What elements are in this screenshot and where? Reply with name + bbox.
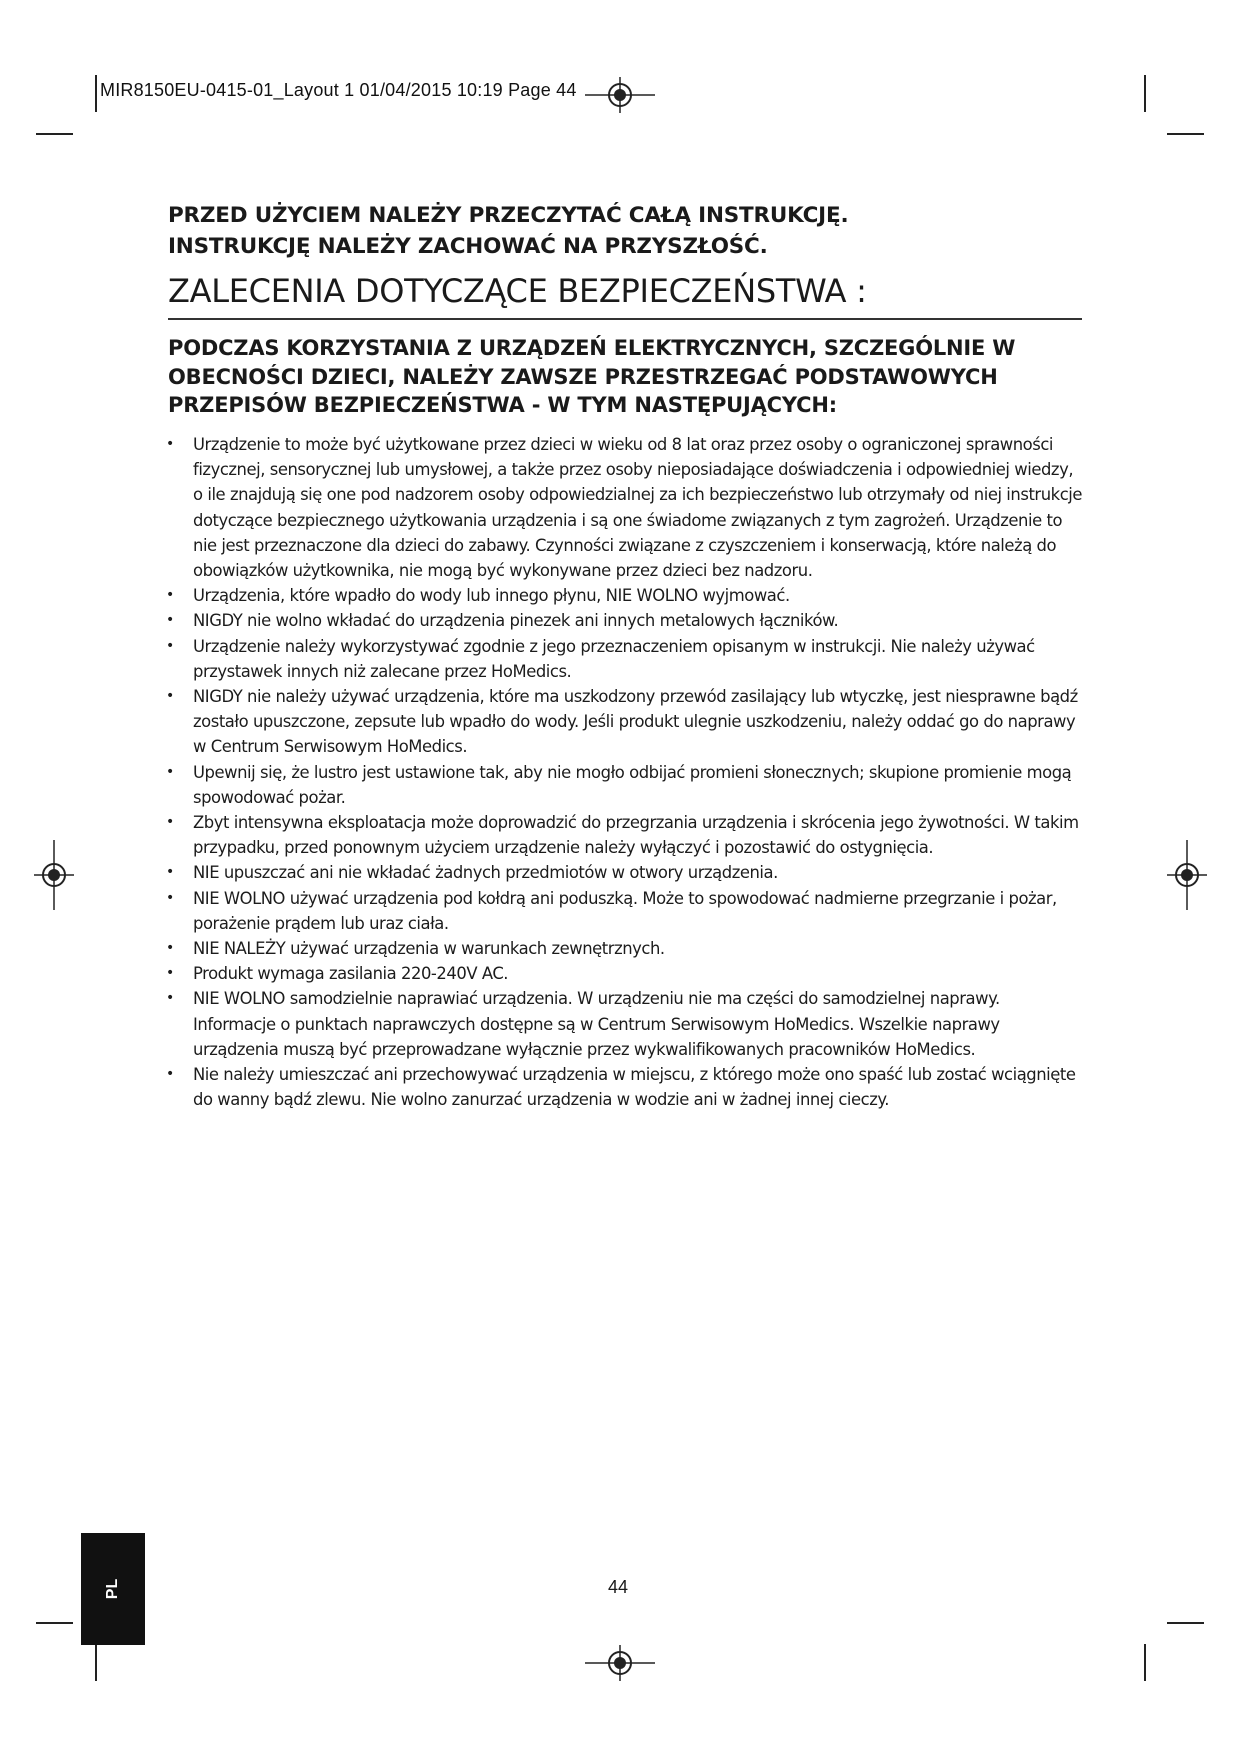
print-slug: MIR8150EU-0415-01_Layout 1 01/04/2015 10:19 Page 44: [100, 80, 577, 100]
crop-mark-bottom-right-horizontal: [1167, 1622, 1204, 1624]
headline-line: PRZED UŻYCIEM NALEŻY PRZECZYTAĆ CAŁĄ INSTRUKCJĘ.: [168, 203, 849, 228]
safety-subheading: [168, 334, 1015, 420]
crop-mark-top-right-horizontal: [1167, 133, 1204, 135]
crop-mark-top-right-vertical: [1144, 75, 1146, 112]
page-number: 44: [608, 1577, 629, 1597]
list-item: • Urządzenia, które wpadło do wody lub innego płynu, NIE WOLNO wyjmować.: [166, 583, 1086, 608]
list-item: • Upewnij się, że lustro jest ustawione tak, aby nie mogło odbijać promieni słonecznych; skupione promienie mogą spowodować pożar.: [166, 760, 1086, 810]
list-item: • NIE NALEŻY używać urządzenia w warunkach zewnętrznych.: [166, 936, 1086, 961]
list-item: • Zbyt intensywna eksploatacja może doprowadzić do przegrzania urządzenia i skrócenia jego żywotności. W takim przypadku, przed ponownym użyciem urządzenie należy wyłączyć i pozostawić do ostygnięcia.: [166, 810, 1086, 860]
list-item: • NIE WOLNO używać urządzenia pod kołdrą ani poduszką. Może to spowodować nadmierne przegrzanie i pożar, porażenie prądem lub uraz ciała.: [166, 886, 1086, 936]
warning-headline: [168, 200, 848, 262]
list-item: • NIE upuszczać ani nie wkładać żadnych przedmiotów w otwory urządzenia.: [166, 860, 1086, 885]
crop-mark-bottom-right-vertical: [1144, 1644, 1146, 1681]
title-divider: [168, 318, 1082, 320]
registration-mark-top-icon: [585, 75, 655, 115]
crop-mark-top-left-horizontal: [36, 133, 73, 135]
subheading-line: PRZEPISÓW BEZPIECZEŃSTWA - W TYM NASTĘPUJĄCYCH:: [168, 393, 837, 417]
registration-mark-bottom-icon: [585, 1643, 655, 1683]
list-item: • Produkt wymaga zasilania 220-240V AC.: [166, 961, 1086, 986]
subheading-line: PODCZAS KORZYSTANIA Z URZĄDZEŃ ELEKTRYCZNYCH, SZCZEGÓLNIE W: [168, 336, 1016, 360]
registration-mark-left-icon: [34, 840, 74, 910]
headline-line: INSTRUKCJĘ NALEŻY ZACHOWAĆ NA PRZYSZŁOŚĆ.: [168, 234, 768, 259]
crop-mark-top-left-vertical: [95, 75, 97, 112]
crop-mark-bottom-left-vertical: [95, 1644, 97, 1681]
list-item: • NIE WOLNO samodzielnie naprawiać urządzenia. W urządzeniu nie ma części do samodzielnej naprawy. Informacje o punktach naprawczych dostępne są w Centrum Serwisowym HoMedics. Wszelkie naprawy urządzenia muszą być przeprowadzane wyłącznie przez wykwalifikowanych pracowników HoMedics.: [166, 986, 1086, 1062]
registration-mark-right-icon: [1167, 840, 1207, 910]
language-tab-label: PL: [104, 1578, 121, 1600]
list-item: • Urządzenie to może być użytkowane przez dzieci w wieku od 8 lat oraz przez osoby o ograniczonej sprawności fizycznej, sensorycznej lub umysłowej, a także przez osoby nieposiadające doświadczenia i odpowiedniej wiedzy, o ile znajdują się one pod nadzorem osoby odpowiedzialnej za ich bezpieczeństwo lub otrzymały od niej instrukcje dotyczące bezpiecznego użytkowania urządzenia i są one świadome związanych z tym zagrożeń. Urządzenie to nie jest przeznaczone dla dzieci do zabawy. Czynności związane z czyszczeniem i konserwacją, które należą do obowiązków użytkownika, nie mogą być wykonywane przez dzieci bez nadzoru.: [166, 432, 1086, 583]
section-title: ZALECENIA DOTYCZĄCE BEZPIECZEŃSTWA :: [168, 272, 867, 310]
list-item: • Urządzenie należy wykorzystywać zgodnie z jego przeznaczeniem opisanym w instrukcji. Nie należy używać przystawek innych niż zalecane przez HoMedics.: [166, 634, 1086, 684]
list-item: • NIGDY nie należy używać urządzenia, które ma uszkodzony przewód zasilający lub wtyczkę, jest niesprawne bądź zostało upuszczone, zepsute lub wpadło do wody. Jeśli produkt ulegnie uszkodzeniu, należy oddać go do naprawy w Centrum Serwisowym HoMedics.: [166, 684, 1086, 760]
subheading-line: OBECNOŚCI DZIECI, NALEŻY ZAWSZE PRZESTRZEGAĆ PODSTAWOWYCH: [168, 364, 998, 389]
language-tab: [81, 1533, 145, 1645]
safety-instructions-list: [166, 432, 1086, 1112]
list-item: • NIGDY nie wolno wkładać do urządzenia pinezek ani innych metalowych łączników.: [166, 608, 1086, 633]
crop-mark-bottom-left-horizontal: [36, 1622, 73, 1624]
list-item: • Nie należy umieszczać ani przechowywać urządzenia w miejscu, z którego może ono spaść lub zostać wciągnięte do wanny bądź zlewu. Nie wolno zanurzać urządzenia w wodzie ani w żadnej innej cieczy.: [166, 1062, 1086, 1112]
